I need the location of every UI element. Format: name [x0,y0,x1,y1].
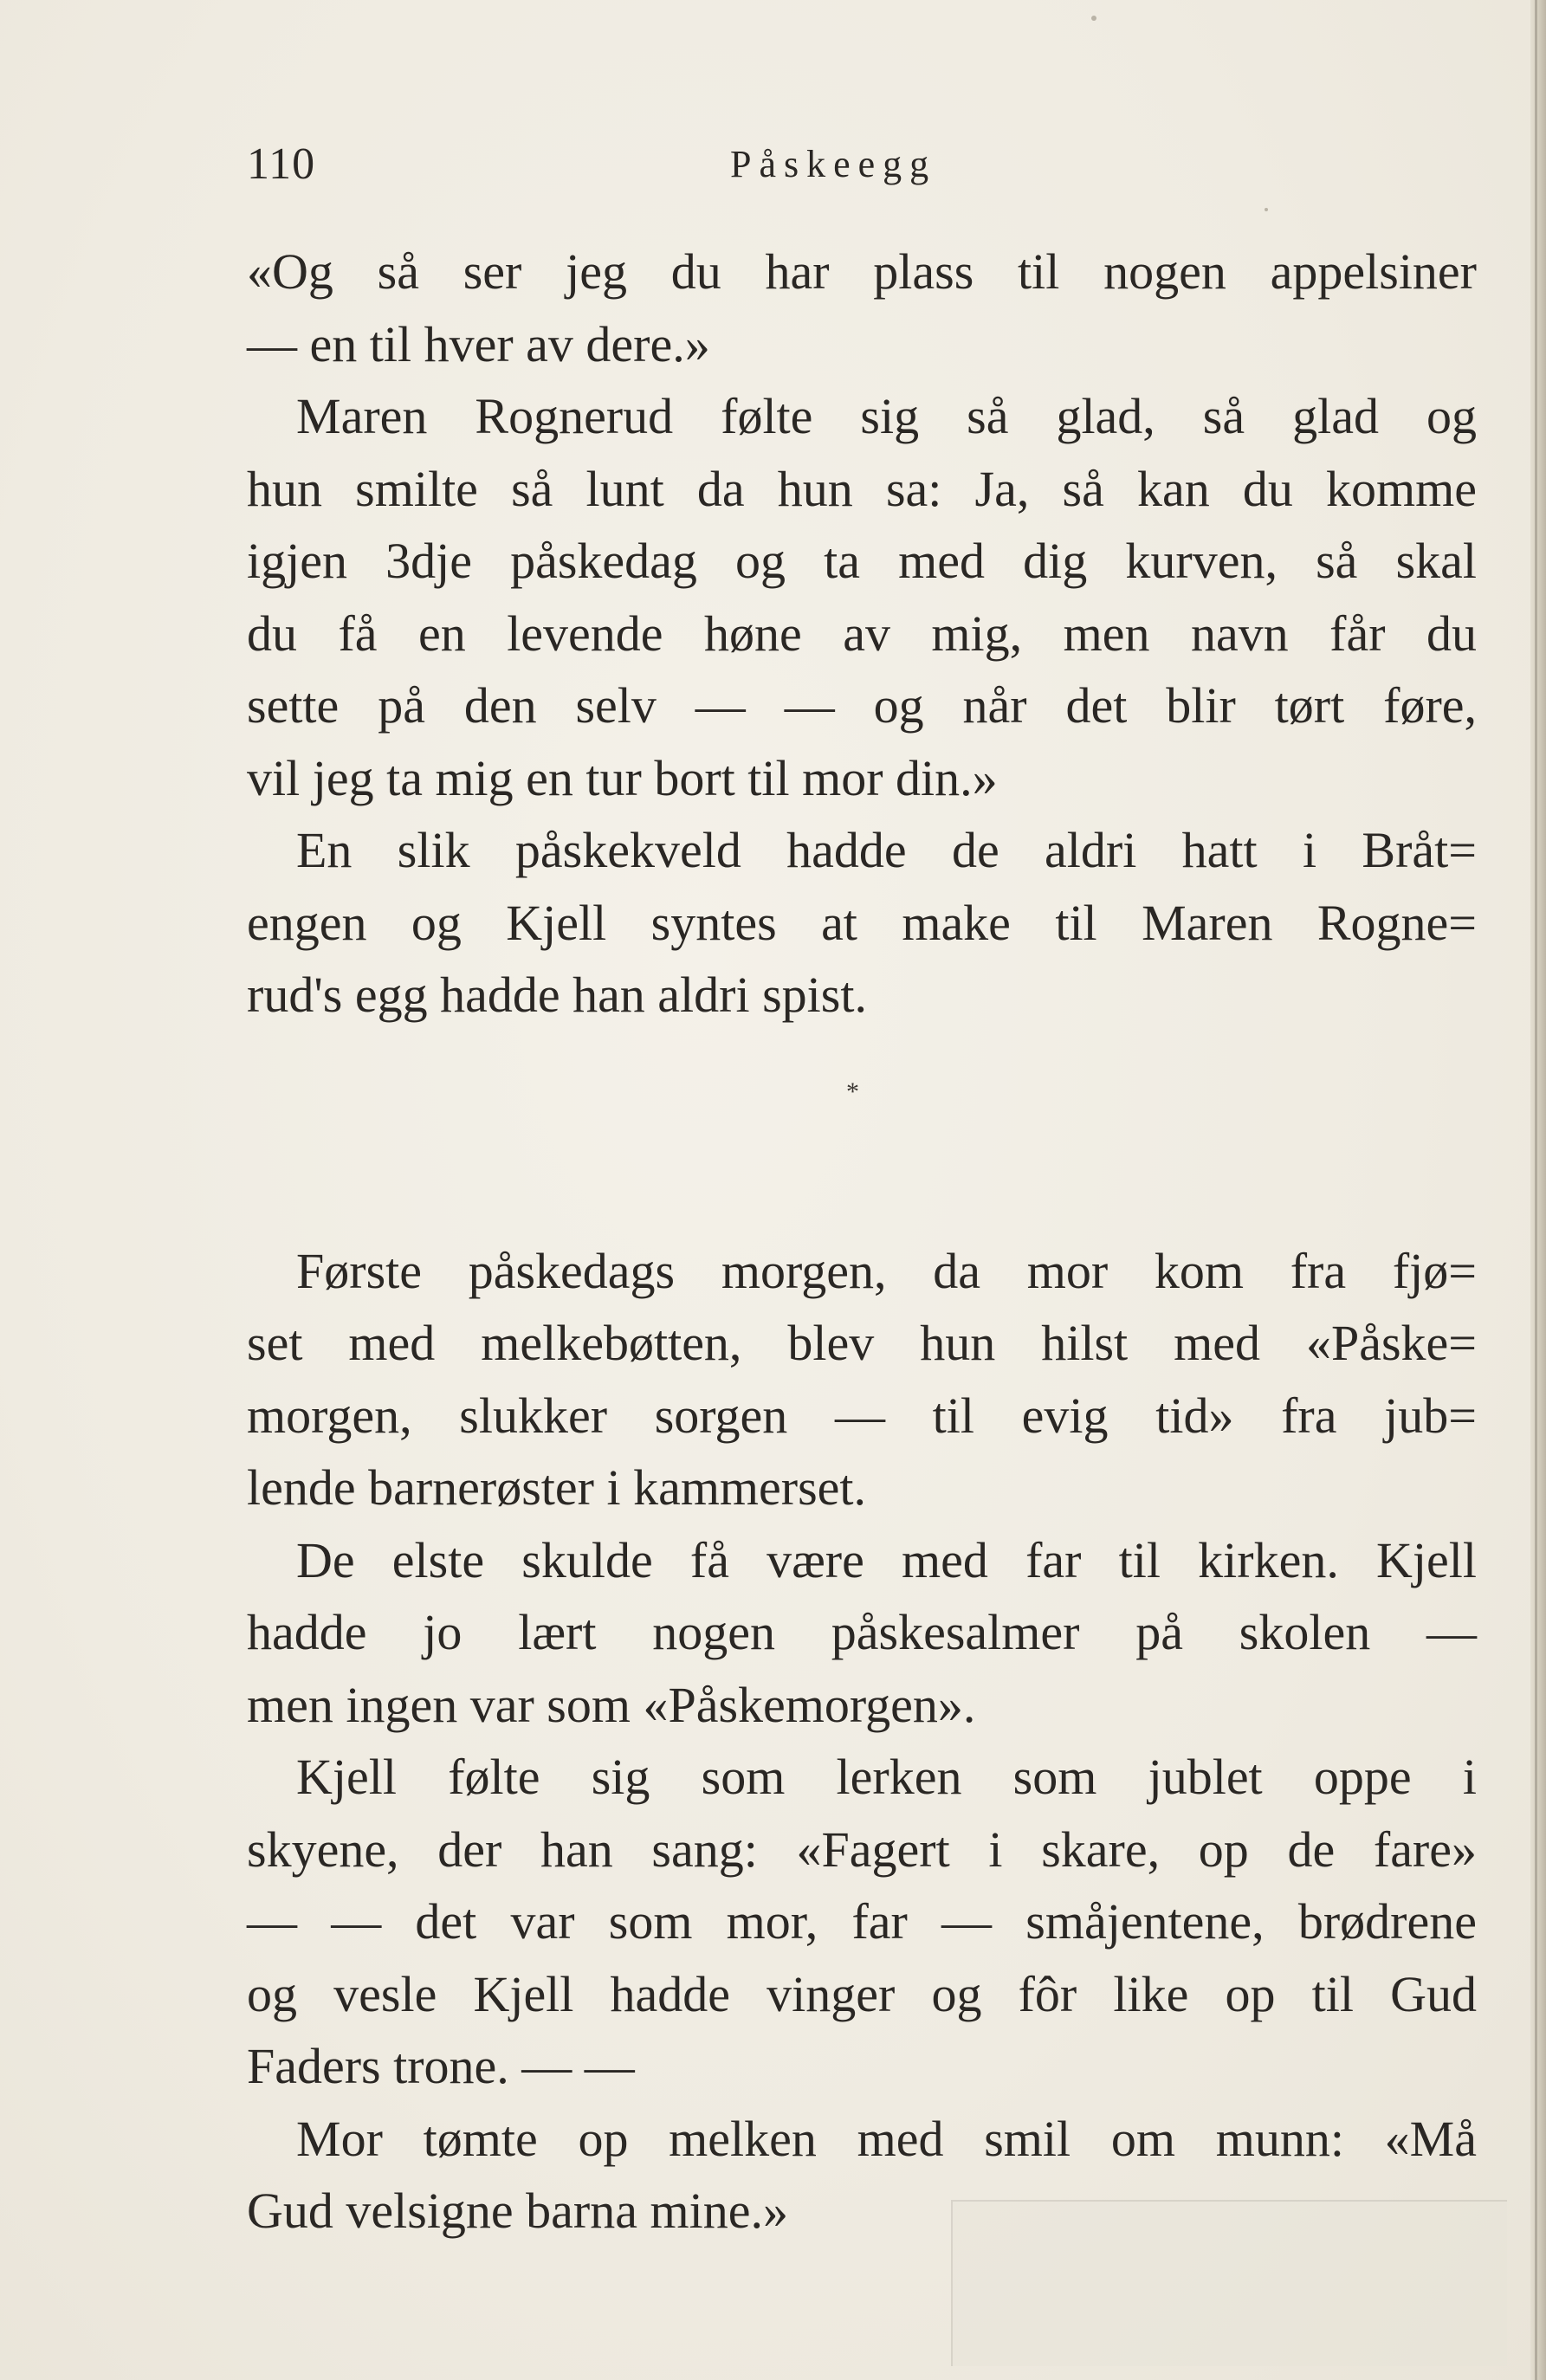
text-line: set med melkebøtten, blev hun hilst med «Påske= [247,1315,1477,1371]
paper-speck [1091,16,1096,21]
text-line: En slik påskekveld hadde de aldri hatt i Bråt= [296,822,1477,878]
running-title: Påskeegg [730,143,937,185]
text-line: igjen 3dje påskedag og ta med dig kurven, så skal [247,533,1477,589]
page-header [247,134,1477,195]
paper-speck [1265,208,1268,211]
text-line: «Og så ser jeg du har plass til nogen appelsiner [247,243,1477,300]
text-line: De elste skulde få være med far til kirken. Kjell [296,1531,1477,1588]
text-line: lende barnerøster i kammerset. [247,1459,867,1516]
text-line: vil jeg ta mig en tur bort til mor din.» [247,749,998,806]
text-line: men ingen var som «Påskemorgen». [247,1676,976,1733]
text-line: Gud velsigne barna mine.» [247,2183,788,2239]
text-line: sette på den selv — — og når det blir tørt føre, [247,677,1477,734]
text-line: Mor tømte op melken med smil om munn: «Må [296,2110,1477,2167]
text-line: hadde jo lært nogen påskesalmer på skolen — [247,1604,1477,1660]
text-line: og vesle Kjell hadde vinger og fôr like op til Gud [247,1965,1477,2022]
text-line: rud's egg hadde han aldri spist. [247,967,867,1023]
text-line: du få en levende høne av mig, men navn får du [247,605,1477,662]
body-text [247,236,1477,2247]
section-divider [247,1032,1477,1235]
page-edge-line [1535,0,1537,2380]
text-line: Kjell følte sig som lerken som jublet oppe i [296,1749,1477,1805]
paper-stain [951,2200,1507,2366]
text-line: skyene, der han sang: «Fagert i skare, op de fare» [247,1821,1477,1878]
text-line: — en til hver av dere.» [247,315,710,372]
asterisk-ornament: * [846,1077,859,1106]
page-number: 110 [247,139,316,189]
text-line: Faders trone. — — [247,2038,635,2094]
text-line: — — det var som mor, far — småjentene, brødrene [247,1893,1477,1950]
text-line: engen og Kjell syntes at make til Maren Rogne= [247,894,1477,951]
text-line: morgen, slukker sorgen — til evig tid» fra jub= [247,1387,1477,1444]
text-line: Maren Rognerud følte sig så glad, så glad og [296,388,1477,444]
page-edge [1530,0,1546,2380]
text-line: Første påskedags morgen, da mor kom fra fjø= [296,1242,1477,1299]
text-line: hun smilte så lunt da hun sa: Ja, så kan du komme [247,460,1477,517]
